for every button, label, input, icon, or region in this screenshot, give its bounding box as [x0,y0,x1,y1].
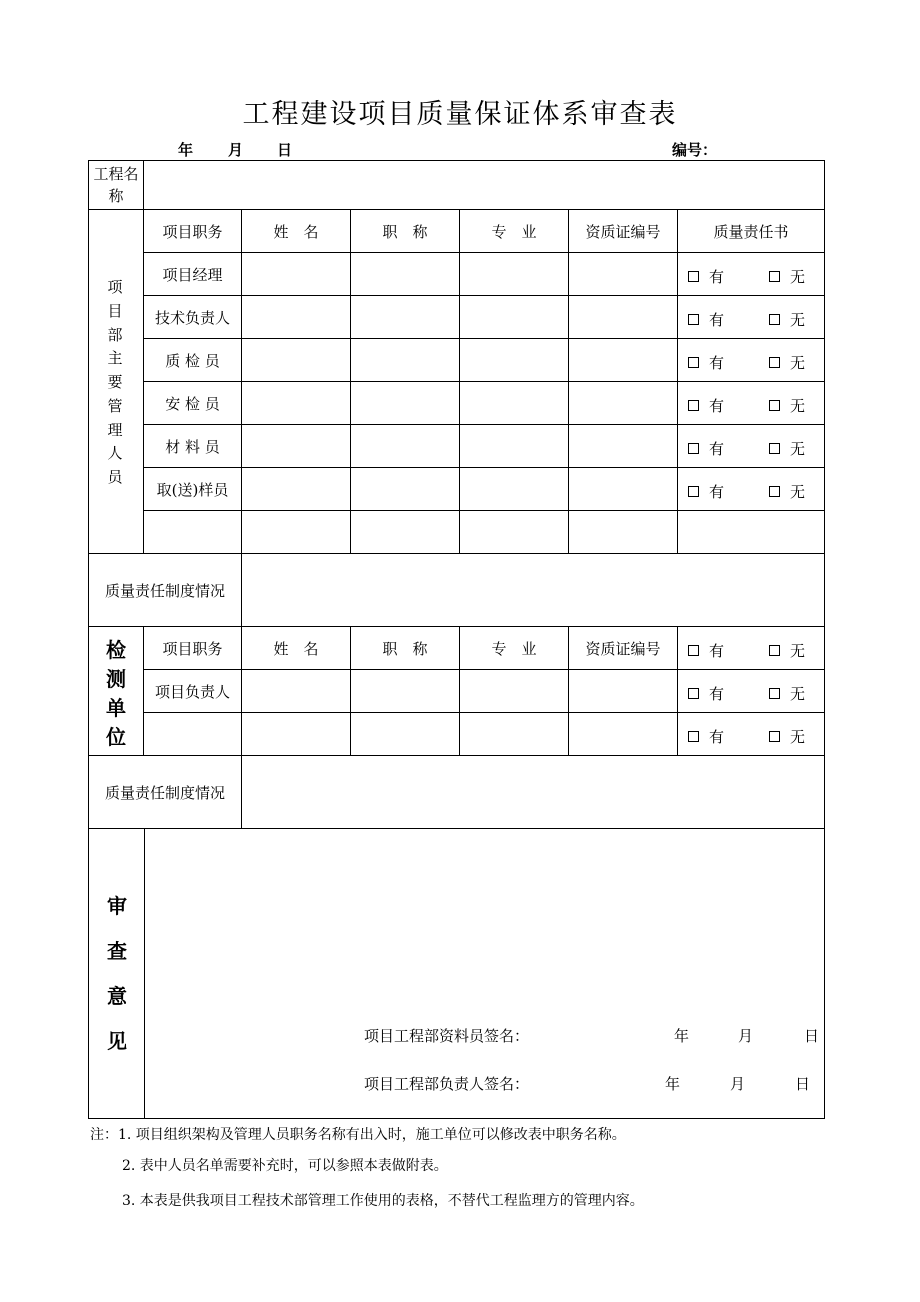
responsibility-yes-checkbox[interactable]: 有 [688,309,724,330]
testing-column-name: 姓 名 [273,639,319,658]
responsibility-no-checkbox[interactable]: 无 [769,309,805,330]
responsibility-yes-checkbox[interactable]: 有 [688,683,724,704]
checkbox-icon [769,357,780,368]
signature-day-label: 日 [795,1075,811,1093]
row-label-testing-lead: 项目负责人 [154,682,230,701]
note-1: 注：1. 项目组织架构及管理人员职务名称有出入时，施工单位可以修改表中职务名称。 [90,1127,626,1143]
date-day-label: 日 [277,141,293,159]
date-month-label: 月 [228,141,244,159]
data-clerk-signature-label: 项目工程部资料员签名： [364,1027,530,1045]
responsibility-yes-checkbox[interactable]: 有 [688,266,724,287]
signature-month-label: 月 [738,1027,754,1045]
responsibility-yes-checkbox[interactable]: 有 [688,352,724,373]
column-header-major: 专 业 [491,222,537,241]
quality-system-field[interactable] [242,756,824,828]
responsibility-no-checkbox[interactable]: 无 [769,266,805,287]
row-label-safety-inspector: 安 检 员 [165,394,220,413]
checkbox-icon [688,314,699,325]
testing-column-title: 职 称 [382,639,428,658]
quality-system-field[interactable] [242,554,824,626]
staff-section-label-char: 主 [107,349,123,368]
row-label-technical-lead: 技术负责人 [154,308,230,327]
staff-section-label-char: 员 [107,468,123,486]
responsibility-no-checkbox[interactable]: 无 [769,640,805,661]
row-label-sampler: 取(送)样员 [156,480,229,499]
responsibility-yes-checkbox[interactable]: 有 [688,726,724,747]
row-label-materials-clerk: 材 料 员 [165,437,220,456]
checkbox-icon [769,688,780,699]
checkbox-icon [688,688,699,699]
checkbox-icon [769,271,780,282]
review-opinion-label-char: 审 [107,894,127,918]
signature-month-label: 月 [730,1075,746,1093]
date-year-label: 年 [178,141,194,159]
review-opinion-label [100,890,134,1054]
responsibility-no-checkbox[interactable]: 无 [769,726,805,747]
responsibility-yes-checkbox[interactable]: 有 [688,438,724,459]
signature-year-label: 年 [674,1027,690,1045]
checkbox-icon [769,314,780,325]
staff-section-label-char: 管 [107,396,123,415]
responsibility-yes-checkbox[interactable]: 有 [688,395,724,416]
staff-section-label-char: 项 [107,278,123,296]
form-number-label: 编号： [672,141,718,159]
staff-section-label-char: 部 [107,325,123,344]
staff-section-label-char: 人 [107,444,123,463]
staff-section-label-char: 要 [107,373,123,391]
checkbox-icon [688,645,699,656]
testing-unit-label [99,634,133,748]
responsibility-no-checkbox[interactable]: 无 [769,438,805,459]
project-name-label: 工程名称 [93,165,139,205]
quality-system-label: 质量责任制度情况 [104,783,225,802]
column-header-certificate: 资质证编号 [585,222,661,241]
responsibility-yes-checkbox[interactable]: 有 [688,640,724,661]
staff-section-label [100,276,130,487]
responsibility-no-checkbox[interactable]: 无 [769,395,805,416]
responsibility-no-checkbox[interactable]: 无 [769,481,805,502]
checkbox-icon [688,443,699,454]
manager-signature-label: 项目工程部负责人签名： [364,1075,530,1093]
checkbox-icon [688,357,699,368]
column-header-title: 职 称 [382,222,428,241]
note-2: 2. 表中人员名单需要补充时，可以参照本表做附表。 [122,1158,448,1174]
checkbox-icon [769,443,780,454]
quality-system-label: 质量责任制度情况 [104,581,225,600]
checkbox-icon [769,400,780,411]
testing-column-position: 项目职务 [162,639,223,658]
testing-unit-label-char: 测 [106,667,126,691]
column-header-responsibility: 质量责任书 [713,222,789,241]
review-opinion-label-char: 意 [107,984,127,1008]
responsibility-no-checkbox[interactable]: 无 [769,352,805,373]
column-header-position: 项目职务 [162,222,223,241]
testing-column-major: 专 业 [491,639,537,658]
testing-column-certificate: 资质证编号 [585,639,661,658]
row-label-project-manager: 项目经理 [162,265,223,284]
responsibility-no-checkbox[interactable]: 无 [769,683,805,704]
page-title: 工程建设项目质量保证体系审查表 [242,99,678,130]
checkbox-icon [769,486,780,497]
checkbox-icon [769,731,780,742]
staff-section-label-char: 目 [107,301,123,320]
checkbox-icon [688,486,699,497]
testing-unit-label-char: 检 [106,638,126,662]
checkbox-icon [688,731,699,742]
row-label-quality-inspector: 质 检 员 [165,351,220,370]
column-header-name: 姓 名 [273,222,319,241]
checkbox-icon [688,400,699,411]
testing-unit-label-char: 位 [106,725,126,749]
review-opinion-label-char: 查 [107,939,127,963]
note-3: 3. 本表是供我项目工程技术部管理工作使用的表格，不替代工程监理方的管理内容。 [122,1193,644,1209]
responsibility-yes-checkbox[interactable]: 有 [688,481,724,502]
testing-unit-label-char: 单 [106,696,126,720]
staff-section-label-char: 理 [107,420,123,439]
checkbox-icon [688,271,699,282]
review-opinion-label-char: 见 [107,1029,127,1053]
checkbox-icon [769,645,780,656]
signature-day-label: 日 [804,1027,820,1045]
signature-year-label: 年 [665,1075,681,1093]
project-name-field[interactable] [144,161,824,209]
